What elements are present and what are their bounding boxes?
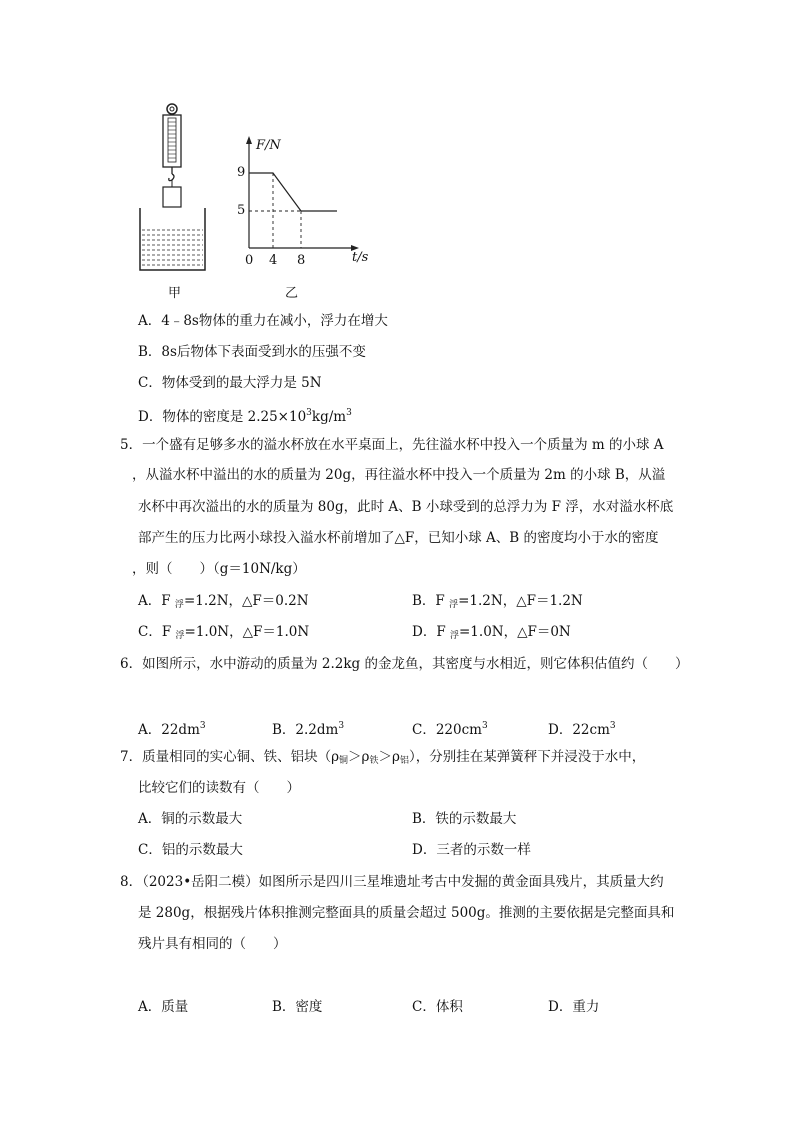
q6-option-d-exp: 3 (609, 721, 616, 731)
q4-option-a: A．4﹣8s物体的重力在减小，浮力在增大 (138, 313, 388, 329)
q6-option-c-text: C．220cm (412, 722, 482, 738)
q5-option-c-post: =1.0N，△F＝1.0N (184, 624, 310, 640)
q8-line-1: 8．（2023•岳阳二模）如图所示是四川三星堆遗址考古中发掘的黄金面具残片，其质量大约 (120, 874, 664, 890)
graph-ylabel: F/N (256, 138, 281, 153)
q6-option-b (272, 717, 344, 739)
graph-xlabel: t/s (352, 250, 369, 265)
q7-line-1-pre: 7．质量相同的实心铜、铁、铝块（ρ (120, 749, 340, 765)
q4-option-b: B．8s后物体下表面受到水的压强不变 (138, 344, 366, 360)
q4-option-c: C．物体受到的最大浮力是 5N (138, 375, 322, 391)
q6-option-a-exp: 3 (199, 721, 206, 731)
q6-option-c (412, 717, 488, 739)
q7-sub-al: 铝 (399, 756, 409, 766)
q6-option-b-text: B．2.2dm (272, 722, 339, 738)
q7-option-d: D．三者的示数一样 (412, 842, 531, 858)
q7-option-c: C．铝的示数最大 (138, 842, 243, 858)
q5-option-c (138, 623, 309, 645)
q5-line-3: 水杯中再次溢出的水的质量为 80g，此时 A、B 小球受到的总浮力为 F 浮，水对溢水杯底 (138, 499, 674, 515)
graph-xtick-8: 8 (297, 253, 306, 268)
q8-option-c: C．体积 (412, 999, 463, 1015)
graph-ytick-9: 9 (237, 165, 246, 180)
q5-option-a-sub: 浮 (174, 600, 184, 610)
spring-scale-beaker-diagram (130, 100, 230, 280)
q4-option-d (138, 404, 352, 426)
q5-line-4: 部产生的压力比两小球投入溢水杯前增加了△F，已知小球 A、B 的密度均小于水的密度 (138, 530, 659, 546)
q7-line-2: 比较它们的读数有（ ） (138, 780, 300, 796)
force-time-graph (235, 130, 385, 310)
q5-line-2: ，从溢水杯中溢出的水的质量为 20g，再往溢水杯中投入一个质量为 2m 的小球 B，从溢 (132, 467, 666, 483)
q7-sub-fe: 铁 (369, 756, 379, 766)
graph-xtick-4: 4 (269, 253, 278, 268)
q6-option-d (548, 717, 616, 739)
q7-sub-cu: 铜 (339, 756, 349, 766)
q4-option-d-text: D．物体的密度是 2.25×10 (138, 409, 307, 425)
q4-option-d-unit: kg/m (311, 409, 347, 425)
q5-option-d-pre: D．F (412, 624, 450, 640)
q8-line-2: 是 280g，根据残片体积推测完整面具的质量会超过 500g。推测的主要依据是完整面具和 (138, 905, 675, 921)
figure-area (130, 100, 390, 300)
q5-option-d (412, 623, 571, 645)
q7-option-b: B．铁的示数最大 (412, 811, 517, 827)
q5-option-c-pre: C．F (138, 624, 176, 640)
q8-line-3: 残片具有相同的（ ） (138, 936, 287, 952)
q7-gt-2: ＞ρ (378, 749, 400, 765)
q8-option-b: B．密度 (272, 999, 323, 1015)
q6-option-b-exp: 3 (338, 721, 345, 731)
q5-option-c-sub: 浮 (175, 631, 185, 641)
q4-option-d-unit-exp: 3 (346, 408, 352, 418)
q5-option-b-post: =1.2N，△F＝1.2N (458, 593, 583, 609)
graph-xtick-0: 0 (245, 253, 254, 268)
q7-line-1 (120, 748, 645, 770)
q5-line-5: ，则（ ）（g＝10N/kg） (132, 561, 306, 577)
q6-option-a (138, 717, 206, 739)
q7-gt-1: ＞ρ (348, 749, 370, 765)
q5-option-a-post: =1.2N，△F＝0.2N (183, 593, 309, 609)
q5-option-b-pre: B．F (412, 593, 450, 609)
q5-option-a-pre: A．F (138, 593, 175, 609)
q8-option-a: A．质量 (138, 999, 189, 1015)
q6-option-a-text: A．22dm (138, 722, 200, 738)
q5-option-b (412, 592, 583, 614)
q5-option-b-sub: 浮 (449, 600, 459, 610)
q8-option-d: D．重力 (548, 999, 600, 1015)
q5-option-d-sub: 浮 (449, 631, 459, 641)
q7-line-1-post: ），分别挂在某弹簧秤下并浸没于水中， (408, 749, 646, 765)
q5-option-a (138, 592, 309, 614)
caption-jia: 甲 (168, 286, 182, 301)
q4-option-d-exp: 3 (306, 408, 312, 418)
graph-ytick-5: 5 (237, 203, 246, 218)
q6-option-c-exp: 3 (481, 721, 488, 731)
q6-line-1: 6．如图所示，水中游动的质量为 2.2kg 的金龙鱼，其密度与水相近，则它体积估值约（ ） (120, 656, 689, 672)
q6-option-d-text: D．22cm (548, 722, 610, 738)
q5-option-d-post: =1.0N，△F＝0N (459, 624, 571, 640)
q7-option-a: A．铜的示数最大 (138, 811, 243, 827)
caption-yi: 乙 (285, 286, 299, 301)
q5-line-1: 5．一个盛有足够多水的溢水杯放在水平桌面上，先往溢水杯中投入一个质量为 m 的小球 A (120, 437, 664, 453)
